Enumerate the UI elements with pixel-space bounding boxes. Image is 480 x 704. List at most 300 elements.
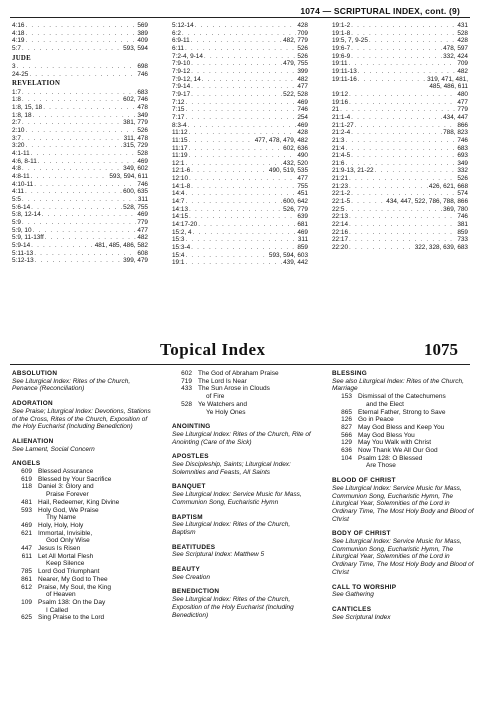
topic-cross-reference: See Scriptural Index [332, 613, 391, 621]
hymn-numbers: 349 [457, 159, 468, 167]
hymn-numbers: 432, 520 [283, 159, 308, 167]
scripture-entry [332, 114, 468, 122]
leader-dots [189, 175, 296, 183]
hymn-numbers: 254 [297, 113, 308, 121]
scripture-reference: 19:11 [332, 60, 348, 68]
hymn-title-line: Thy Name [46, 514, 76, 522]
scripture-reference: 22:13 [332, 213, 348, 221]
leader-dots [189, 137, 254, 145]
hymn-numbers: 477 [297, 83, 308, 91]
hymn-entry [12, 599, 154, 614]
scripture-reference: 5:8, 12-14 [12, 211, 41, 219]
hymn-numbers: 389 [137, 29, 148, 37]
leader-dots [185, 252, 267, 260]
hymn-numbers: 600, 642 [283, 198, 308, 206]
scripture-entry [332, 198, 468, 206]
leader-dots [349, 213, 456, 221]
hymn-title [38, 599, 154, 614]
scripture-entry [12, 250, 148, 258]
scripture-entry [332, 53, 468, 61]
leader-dots [185, 99, 296, 107]
hymn-numbers: 526 [297, 44, 308, 52]
hymn-numbers: 478, 597 [443, 44, 468, 52]
hymn-numbers: 859 [457, 228, 468, 236]
scripture-entry [332, 190, 468, 198]
leader-dots [191, 68, 296, 76]
scripture-reference: 8:3-4 [172, 121, 187, 129]
hymn-title [358, 424, 474, 432]
scripture-entry [12, 234, 148, 242]
leader-dots [351, 152, 456, 160]
hymn-title-line: Keep Silence [46, 560, 85, 568]
hymn-number: 612 [21, 583, 32, 591]
scripture-entry [172, 76, 308, 84]
scripture-entry [172, 37, 308, 45]
scripture-column-2 [172, 22, 308, 267]
scripture-entry [172, 53, 308, 61]
leader-dots [31, 150, 137, 158]
hymn-title-line: The God of Abraham Praise [198, 370, 279, 377]
hymn-numbers: 490, 519, 535 [268, 167, 308, 175]
scripture-entry [12, 204, 148, 212]
leader-dots [22, 196, 137, 204]
scripture-reference: 12:1 [172, 159, 185, 167]
scripture-entry [332, 129, 468, 137]
hymn-entry [332, 409, 474, 417]
hymn-number: 104 [341, 454, 352, 462]
hymn-entry [332, 455, 474, 470]
topic-cross-reference: See Liturgical Index: Service Music for Mass, Communion Song, Eucharistic Hymn [172, 491, 302, 506]
scripture-entry [172, 206, 308, 214]
leader-dots [185, 114, 296, 122]
topic-heading: CANTICLES [332, 605, 372, 613]
hymn-entry [172, 401, 314, 416]
leader-dots [188, 122, 297, 130]
hymn-numbers: 746 [457, 136, 468, 144]
hymn-title [38, 522, 154, 530]
scripture-entry [332, 244, 468, 252]
leader-dots [22, 45, 122, 53]
hymn-numbers: 600, 635 [123, 188, 148, 196]
hymn-entry [12, 483, 154, 498]
scripture-reference: 19:1-2 [332, 22, 351, 29]
scripture-reference: 21:1-27 [332, 121, 354, 129]
scripture-reference: 21:4-5 [332, 152, 351, 160]
scripture-reference: 15:3-4 [172, 244, 191, 252]
leader-dots [25, 22, 136, 30]
hymn-number: 861 [21, 575, 32, 583]
scripture-entry [172, 22, 308, 30]
hymn-number: 566 [341, 431, 352, 439]
topic-cross-reference: See Liturgical Index: Service Music for Mass, Communion Song, Eucharistic Hymn, The Liturgical Year, Solemnities of the Lord in Ordinary Time, The Most Holy Body and Blood of Christ [332, 484, 474, 523]
scripture-entry [172, 68, 308, 76]
hymn-numbers: 859 [297, 244, 308, 252]
hymn-title [38, 476, 154, 484]
scripture-reference: 14:7 [172, 198, 185, 206]
scripture-reference: 24-25 [12, 70, 29, 78]
hymn-numbers: 311 [137, 195, 148, 203]
leader-dots [349, 229, 456, 237]
leader-dots [33, 112, 137, 120]
hymn-numbers: 526, 779 [283, 205, 308, 213]
topical-rule [10, 364, 470, 365]
scripture-reference: 2:10 [12, 127, 25, 135]
hymn-entry [12, 576, 154, 584]
leader-dots [22, 135, 123, 143]
leader-dots [185, 198, 282, 206]
hymn-number: 447 [21, 545, 32, 553]
scripture-entry [172, 167, 308, 175]
topic-heading: BAPTISM [172, 513, 203, 521]
scripture-reference: 7:9-12, 14 [172, 75, 201, 83]
hymn-entry [12, 553, 154, 568]
scripture-reference: 6:11 [172, 44, 184, 52]
hymn-numbers: 332 [457, 167, 468, 175]
hymn-number: 785 [21, 568, 32, 576]
hymn-numbers: 746 [137, 70, 148, 78]
scripture-reference: 7:2-4, 9-14 [172, 52, 203, 60]
hymn-numbers: 593, 594, 603 [268, 251, 308, 259]
hymn-title [38, 553, 154, 568]
scripture-reference: 1:8, 15, 18 [12, 104, 43, 112]
leader-dots [191, 167, 268, 175]
leader-dots [182, 30, 296, 38]
scripture-reference: 21 [332, 106, 340, 114]
leader-dots [22, 89, 136, 97]
leader-dots [185, 106, 296, 114]
hymn-numbers: 311 [297, 236, 308, 244]
leader-dots [189, 152, 297, 160]
scripture-entry [332, 45, 468, 53]
scripture-reference: 19:11-13 [332, 67, 357, 75]
leader-dots [351, 198, 385, 206]
topic-cross-reference: See Discipleship, Saints; Liturgical Index: Solemnities and Feasts, All Saints [172, 461, 291, 476]
scripture-entry [172, 129, 308, 137]
leader-dots [185, 259, 282, 267]
leader-dots [191, 60, 282, 68]
scripture-reference: 7:9-12 [172, 67, 191, 75]
leader-dots [185, 190, 296, 198]
leader-dots [358, 76, 426, 84]
hymn-number: 602 [181, 370, 192, 377]
leader-dots [33, 227, 137, 235]
leader-dots [358, 68, 457, 76]
scripture-entry [12, 112, 148, 120]
scripture-reference: 7:17 [172, 113, 185, 121]
topic-heading: BANQUET [172, 483, 206, 491]
scripture-entry [332, 229, 468, 237]
hymn-title-line: Are Those [366, 462, 396, 470]
hymn-title-line: Go in Peace [358, 416, 394, 424]
leader-dots [185, 236, 296, 244]
hymn-numbers: 866 [457, 121, 468, 129]
leader-dots [349, 91, 456, 99]
scripture-reference: 22:14 [332, 221, 348, 229]
hymn-numbers: 477 [137, 226, 148, 234]
scripture-reference: 19:11-16 [332, 75, 357, 83]
scripture-reference: 15:3 [172, 236, 185, 244]
leader-dots [349, 175, 456, 183]
topic-heading: ANOINTING [172, 423, 211, 431]
topic-heading: BEATITUDES [172, 543, 216, 551]
scripture-reference: 5:9-14 [12, 241, 31, 249]
leader-dots [31, 173, 109, 181]
scripture-reference: 22:1-5 [332, 198, 351, 206]
hymn-title [38, 576, 154, 584]
hymn-numbers: 779 [457, 106, 468, 114]
topic-heading: BLOOD OF CHRIST [332, 477, 396, 485]
hymn-entry [12, 584, 154, 599]
hymn-number: 118 [21, 483, 32, 491]
scripture-reference: 19:5, 7, 9-25 [332, 37, 368, 45]
scripture-reference: 7:9-14 [172, 83, 191, 91]
scripture-entry [172, 83, 308, 91]
hymn-number: 109 [21, 598, 32, 606]
running-header [300, 6, 460, 16]
hymn-title [38, 483, 154, 498]
hymn-numbers: 480 [457, 90, 468, 98]
hymn-numbers: 469 [297, 121, 308, 129]
hymn-entry [12, 522, 154, 530]
hymn-numbers: 528 [457, 29, 468, 37]
scripture-entry [332, 213, 468, 221]
hymn-number: 827 [341, 423, 352, 431]
leader-dots [345, 145, 456, 153]
hymn-title-line: Immortal, Invisible, [38, 529, 93, 537]
leader-dots [25, 30, 136, 38]
scripture-entry [12, 135, 148, 143]
leader-dots [349, 236, 456, 244]
scripture-reference: 15:4 [172, 251, 185, 259]
hymn-numbers: 479, 755 [283, 60, 308, 68]
hymn-entry [332, 432, 474, 440]
hymn-numbers: 439, 442 [283, 259, 308, 267]
scripture-entry [172, 183, 308, 191]
leader-dots [185, 45, 296, 53]
leader-dots [191, 83, 296, 91]
scripture-entry [12, 104, 148, 112]
scripture-entry [12, 63, 148, 71]
hymn-number: 153 [341, 393, 352, 401]
topic-cross-reference: See also Liturgical Index: Rites of the Church, Marriage [332, 377, 464, 393]
leader-dots [189, 145, 283, 153]
scripture-reference: 19:1-8 [332, 29, 351, 37]
hymn-title [38, 468, 154, 476]
scripture-entry [332, 91, 468, 99]
leader-dots [202, 76, 297, 84]
scripture-reference: 4:11 [12, 188, 24, 196]
leader-dots [35, 257, 122, 265]
hymn-title [358, 439, 474, 447]
hymn-numbers: 428 [457, 37, 468, 45]
hymn-title-line: May God Bless You [358, 431, 415, 439]
hymn-entry [12, 614, 154, 622]
topic-cross-reference: See Liturgical Index: Rites of the Church, Exposition of the Holy Eucharist (Including Benediction) [172, 596, 294, 619]
scripture-entry [172, 45, 308, 53]
leader-dots [189, 213, 296, 221]
scripture-reference: 21:9-13, 21-22 [332, 167, 374, 175]
hymn-title-line: Psalm 138: On the Day [38, 598, 106, 606]
topic-cross-reference: See Gathering [332, 591, 374, 599]
scripture-reference: 14:4 [172, 190, 185, 198]
leader-dots [42, 211, 137, 219]
leader-dots [369, 37, 456, 45]
scripture-reference: 3:20 [12, 142, 25, 150]
hymn-number: 865 [341, 408, 352, 416]
scripture-entry [12, 173, 148, 181]
topic-heading: ADORATION [12, 400, 53, 408]
leader-dots [349, 244, 414, 252]
hymn-entry [12, 476, 154, 484]
hymn-numbers: 683 [137, 88, 148, 96]
topic-heading: CALL TO WORSHIP [332, 583, 397, 591]
leader-dots [43, 104, 136, 112]
scripture-reference: 22:17 [332, 236, 348, 244]
leader-dots [351, 45, 442, 53]
hymn-entry [332, 447, 474, 455]
hymn-numbers: 482 [457, 67, 468, 75]
hymn-numbers: 434, 447 [443, 113, 468, 121]
hymn-entry [172, 378, 314, 386]
hymn-numbers: 469 [297, 98, 308, 106]
leader-dots [31, 242, 94, 250]
scripture-reference: 4:18 [12, 29, 25, 37]
leader-dots [34, 181, 136, 189]
hymn-numbers: 434, 447, 522, 786, 788, 866 [386, 198, 468, 206]
scripture-entry [172, 99, 308, 107]
scripture-reference: 7:15 [172, 106, 185, 114]
leader-dots [375, 167, 457, 175]
topic-heading: ANGELS [12, 460, 41, 468]
hymn-title-line: Now Thank We All Our God [358, 447, 438, 455]
leader-dots [351, 53, 442, 61]
topic-heading: BEAUTY [172, 566, 201, 574]
scripture-entry [332, 37, 468, 45]
hymn-title-line: Praise, My Soul, the King [38, 583, 111, 591]
hymn-numbers: 693 [457, 152, 468, 160]
leader-dots [351, 190, 456, 198]
scripture-reference: 19:16 [332, 98, 348, 106]
topic-cross-reference: See Liturgical Index: Rites of the Church, Rite of Anointing (Care of the Sick) [172, 430, 311, 446]
scripture-entry [332, 106, 468, 114]
leader-dots [34, 250, 136, 258]
hymn-title [38, 530, 154, 545]
hymn-number: 469 [21, 521, 32, 529]
hymn-numbers: 428 [297, 22, 308, 29]
scripture-reference: 21:6 [332, 159, 345, 167]
leader-dots [351, 30, 456, 38]
header-page-number: 1074 [300, 6, 321, 16]
hymn-numbers: 788, 823 [443, 129, 468, 137]
hymn-title [38, 545, 154, 553]
scripture-entry [172, 190, 308, 198]
leader-dots [38, 158, 137, 166]
scripture-reference: 22:20 [332, 244, 348, 252]
scripture-reference: 1:8, 18 [12, 111, 32, 119]
scripture-reference: 5:11-13 [12, 249, 34, 257]
book-heading: REVELATION [12, 80, 61, 88]
scripture-entry [12, 242, 148, 250]
scripture-reference: 5:12-14 [172, 22, 194, 29]
scripture-entry [332, 167, 468, 175]
scripture-entry [12, 181, 148, 189]
hymn-title [38, 584, 154, 599]
hymn-numbers: 639 [297, 213, 308, 221]
hymn-entry [12, 468, 154, 476]
hymn-number: 609 [21, 468, 32, 476]
scripture-entry [12, 158, 148, 166]
scripture-reference: 21:21 [332, 175, 348, 183]
scripture-reference: 21:3 [332, 136, 345, 144]
scripture-reference: 11:17 [172, 144, 188, 152]
hymn-title [358, 416, 474, 424]
leader-dots [31, 204, 122, 212]
scripture-reference: 21:4 [332, 144, 345, 152]
topic-column-2 [172, 370, 314, 619]
hymn-numbers: 319, 471, 481, [427, 75, 468, 83]
scripture-entry [172, 91, 308, 99]
hymn-title-line: Daniel 3: Glory and [38, 483, 94, 491]
hymn-title-line: God Only Wise [46, 537, 90, 545]
leader-dots [349, 99, 456, 107]
scripture-entry [332, 68, 468, 76]
scripture-reference: 19:12 [332, 90, 348, 98]
hymn-title [38, 499, 154, 507]
scripture-entry [332, 160, 468, 168]
hymn-numbers: 593, 594, 611 [109, 172, 148, 180]
hymn-number: 619 [21, 475, 32, 483]
hymn-title [358, 455, 474, 470]
scripture-entry [12, 227, 148, 235]
hymn-title-line: of Fire [206, 393, 225, 401]
hymn-numbers: 709 [457, 60, 468, 68]
topic-heading: BODY OF CHRIST [332, 530, 391, 538]
leader-dots [17, 63, 137, 71]
hymn-title-line: May You Walk with Christ [358, 439, 432, 447]
hymn-numbers: 602, 636 [283, 144, 308, 152]
leader-dots [345, 160, 456, 168]
scripture-reference: 2:7 [12, 119, 21, 127]
hymn-title-line: Ye Watchers and [198, 400, 248, 408]
scripture-reference: 21:2-4 [332, 129, 351, 137]
hymn-numbers: 451 [297, 190, 308, 198]
hymn-number: 433 [181, 385, 192, 393]
scripture-reference: 14:15 [172, 213, 188, 221]
hymn-title-line: Psalm 128: O Blessed [358, 454, 423, 462]
scripture-reference: 12:1-6 [172, 167, 191, 175]
leader-dots [22, 219, 136, 227]
scripture-reference: 22:5 [332, 205, 345, 213]
leader-dots [191, 91, 282, 99]
hymn-numbers: 315, 729 [123, 142, 148, 150]
leader-dots [191, 244, 296, 252]
scripture-entry [172, 229, 308, 237]
hymn-numbers: 733 [457, 236, 468, 244]
hymn-numbers: 528 [137, 150, 148, 157]
scripture-reference: 4:8-11 [12, 172, 30, 180]
leader-dots [45, 234, 137, 242]
hymn-numbers: 477 [457, 98, 468, 106]
hymn-numbers: 746 [297, 106, 308, 114]
scripture-entry [332, 122, 468, 130]
leader-dots [25, 188, 122, 196]
topic-cross-reference: See Creation [172, 573, 210, 581]
hymn-numbers: 381 [457, 221, 468, 229]
hymn-numbers: 681 [297, 221, 308, 229]
hymn-numbers: 526 [457, 175, 468, 183]
topic-column-1 [12, 370, 154, 622]
scripture-entry [332, 99, 468, 107]
